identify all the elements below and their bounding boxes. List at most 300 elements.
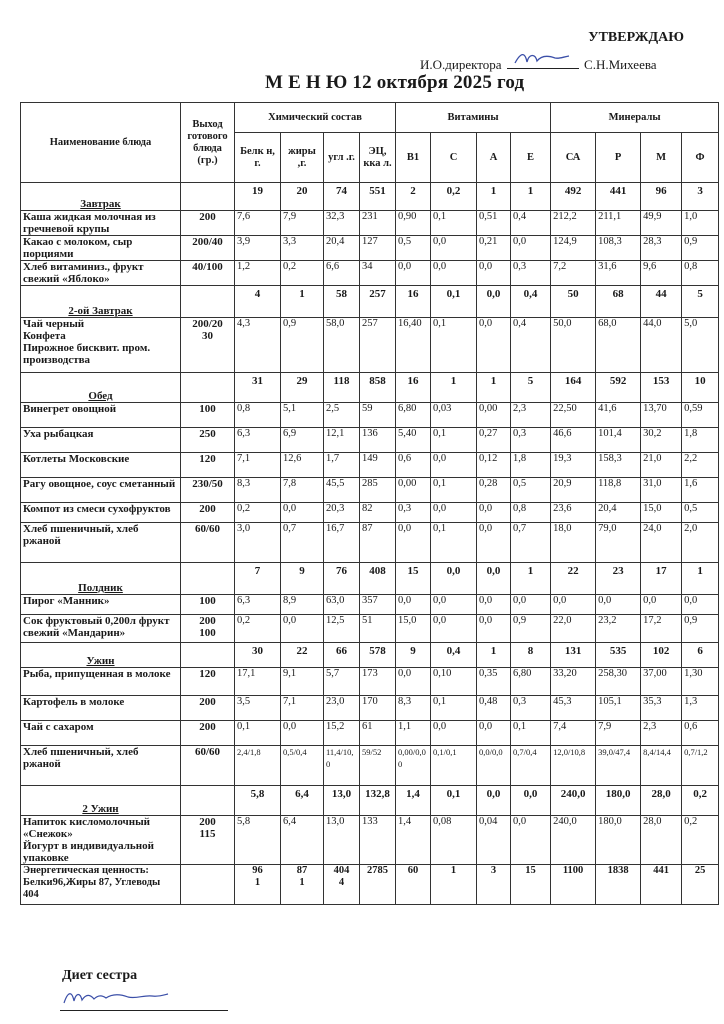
nutrient-value: 51 xyxy=(360,615,396,643)
nutrient-value: 5,8 xyxy=(235,786,281,816)
nutrient-value: 2,5 xyxy=(324,403,360,428)
nutrient-value: 0,9 xyxy=(682,615,719,643)
dietitian-label: Диет сестра xyxy=(62,968,138,983)
nutrient-value: 124,9 xyxy=(551,236,596,261)
col-min-header: Минералы xyxy=(551,103,719,133)
nutrient-value: 0,0/0,0 xyxy=(477,746,511,786)
nutrient-value: 0,9 xyxy=(281,318,324,373)
nutrient-value: 13,0 xyxy=(324,816,360,865)
nutrient-value: 1,8 xyxy=(511,453,551,478)
nutrient-value: 0,0 xyxy=(431,615,477,643)
section-row xyxy=(21,643,719,668)
nutrient-value: 1 xyxy=(281,286,324,318)
dish-row xyxy=(21,746,719,786)
nutrient-value: 0,5 xyxy=(396,236,431,261)
nutrient-value: 1 xyxy=(431,865,477,905)
nutrient-value: 0,21 xyxy=(477,236,511,261)
nutrient-value: 3 xyxy=(477,865,511,905)
nutrient-value: 32,3 xyxy=(324,211,360,236)
nutrient-value: 441 xyxy=(641,865,682,905)
nutrient-value: 5,1 xyxy=(281,403,324,428)
nutrient-value: 0,5 xyxy=(511,478,551,503)
nutrient-value: 87 xyxy=(360,523,396,563)
nutrient-value: 63,0 xyxy=(324,595,360,615)
nutrient-value: 30,2 xyxy=(641,428,682,453)
nutrient-value: 441 xyxy=(596,183,641,211)
page-title: М Е Н Ю 12 октября 2025 год xyxy=(265,72,525,93)
nutrient-value: 132,8 xyxy=(360,786,396,816)
nutrient-value: 45,3 xyxy=(551,696,596,721)
nutrient-value: 16,7 xyxy=(324,523,360,563)
nutrient-value: 0,10 xyxy=(431,668,477,696)
nutrient-value: 31,0 xyxy=(641,478,682,503)
dish-name: Напиток кисломолочный «Снежок» Йогурт в индивидуальной упаковке xyxy=(21,816,181,865)
nutrient-value: 3,3 xyxy=(281,236,324,261)
nutrient-value: 79,0 xyxy=(596,523,641,563)
nutrient-value: 1,6 xyxy=(682,478,719,503)
col-vit-header: Витамины xyxy=(396,103,551,133)
nutrient-value: 82 xyxy=(360,503,396,523)
nutrient-value: 6,4 xyxy=(281,786,324,816)
nutrient-value: 50,0 xyxy=(551,318,596,373)
nutrient-value: 0,0 xyxy=(477,261,511,286)
nutrient-value: 6,6 xyxy=(324,261,360,286)
nutrient-value: 9,1 xyxy=(281,668,324,696)
dish-yield: 200 xyxy=(181,211,235,236)
nutrient-value: 7 xyxy=(235,563,281,595)
nutrient-value: 0,9 xyxy=(511,615,551,643)
dish-row xyxy=(21,478,719,503)
nutrient-value: 170 xyxy=(360,696,396,721)
nutrient-value: 1 xyxy=(477,183,511,211)
nutrient-value: 1,3 xyxy=(682,696,719,721)
nutrient-value: 16 xyxy=(396,373,431,403)
nutrient-value: 6,3 xyxy=(235,595,281,615)
sub-header: В1 xyxy=(396,133,431,183)
nutrient-value: 404 4 xyxy=(324,865,360,905)
dish-yield xyxy=(181,786,235,816)
nutrient-value: 0,08 xyxy=(431,816,477,865)
nutrient-value: 35,3 xyxy=(641,696,682,721)
nutrient-value: 96 xyxy=(641,183,682,211)
nutrient-value: 61 xyxy=(360,721,396,746)
dish-yield: 250 xyxy=(181,428,235,453)
nutrient-value: 0,7/0,4 xyxy=(511,746,551,786)
nutrient-value: 13,70 xyxy=(641,403,682,428)
nutrient-value: 20,9 xyxy=(551,478,596,503)
nutrient-value: 0,3 xyxy=(511,428,551,453)
dish-yield: 200 xyxy=(181,696,235,721)
nutrient-value: 18,0 xyxy=(551,523,596,563)
nutrient-value: 0,4 xyxy=(431,643,477,668)
nutrient-value: 31 xyxy=(235,373,281,403)
nutrient-value: 33,20 xyxy=(551,668,596,696)
nutrient-value: 0,0 xyxy=(477,318,511,373)
nutrient-value: 0,2 xyxy=(431,183,477,211)
director-name: С.Н.Михеева xyxy=(584,57,657,72)
nutrient-value: 1,4 xyxy=(396,816,431,865)
nutrient-value: 1 xyxy=(431,373,477,403)
nutrient-value: 149 xyxy=(360,453,396,478)
menu-table xyxy=(20,102,719,905)
nutrient-value: 2,3 xyxy=(641,721,682,746)
nutrient-value: 118,8 xyxy=(596,478,641,503)
nutrient-value: 23,0 xyxy=(324,696,360,721)
nutrient-value: 6 xyxy=(682,643,719,668)
dish-yield: 60/60 xyxy=(181,523,235,563)
dish-row xyxy=(21,696,719,721)
sub-header: С xyxy=(431,133,477,183)
nutrient-value: 19 xyxy=(235,183,281,211)
sub-header: Ф xyxy=(682,133,719,183)
nutrient-value: 96 1 xyxy=(235,865,281,905)
nutrient-value: 0,8 xyxy=(682,261,719,286)
nutrient-value: 0,59 xyxy=(682,403,719,428)
nutrient-value: 240,0 xyxy=(551,786,596,816)
nutrient-value: 11,4/10,0 xyxy=(324,746,360,786)
nutrient-value: 0,7/1,2 xyxy=(682,746,719,786)
nutrient-value: 0,1 xyxy=(431,286,477,318)
nutrient-value: 15 xyxy=(396,563,431,595)
nutrient-value: 0,51 xyxy=(477,211,511,236)
nutrient-value: 2,4/1,8 xyxy=(235,746,281,786)
meal-name: 2 Ужин xyxy=(21,786,181,816)
nutrient-value: 8,3 xyxy=(235,478,281,503)
dish-row xyxy=(21,211,719,236)
nutrient-value: 0,5 xyxy=(682,503,719,523)
nutrient-value: 0,0 xyxy=(511,816,551,865)
nutrient-value: 7,8 xyxy=(281,478,324,503)
nutrient-value: 0,0 xyxy=(477,503,511,523)
nutrient-value: 1 xyxy=(511,563,551,595)
nutrient-value: 16 xyxy=(396,286,431,318)
nutrient-value: 8,9 xyxy=(281,595,324,615)
nutrient-value: 59 xyxy=(360,403,396,428)
dish-name: Сок фруктовый 0,200л фрукт свежий «Мандарин» xyxy=(21,615,181,643)
director-line xyxy=(420,56,657,73)
nutrient-value: 0,0 xyxy=(596,595,641,615)
nutrient-value: 0,0 xyxy=(511,595,551,615)
nutrient-value: 0,0 xyxy=(431,261,477,286)
nutrient-value: 5,0 xyxy=(682,318,719,373)
dish-yield: 60/60 xyxy=(181,746,235,786)
nutrient-value: 0,0 xyxy=(431,563,477,595)
dish-name: Хлеб пшеничный, хлеб ржаной xyxy=(21,523,181,563)
nutrient-value: 118 xyxy=(324,373,360,403)
nutrient-value: 180,0 xyxy=(596,816,641,865)
nutrient-value: 0,0 xyxy=(477,523,511,563)
nutrient-value: 8 xyxy=(511,643,551,668)
nutrient-value: 15,2 xyxy=(324,721,360,746)
nutrient-value: 108,3 xyxy=(596,236,641,261)
nutrient-value: 58,0 xyxy=(324,318,360,373)
nutrient-value: 15 xyxy=(511,865,551,905)
nutrient-value: 58 xyxy=(324,286,360,318)
nutrient-value: 0,0 xyxy=(477,786,511,816)
nutrient-value: 0,0 xyxy=(551,595,596,615)
nutrient-value: 1,0 xyxy=(682,211,719,236)
nutrient-value: 4,3 xyxy=(235,318,281,373)
nutrient-value: 0,0 xyxy=(396,595,431,615)
nutrient-value: 59/52 xyxy=(360,746,396,786)
nutrient-value: 0,00/0,00 xyxy=(396,746,431,786)
dish-yield xyxy=(181,286,235,318)
sub-header: М xyxy=(641,133,682,183)
nutrient-value: 240,0 xyxy=(551,816,596,865)
sub-header: угл .г. xyxy=(324,133,360,183)
nutrient-value: 9 xyxy=(396,643,431,668)
nutrient-value: 15,0 xyxy=(641,503,682,523)
nutrient-value: 1100 xyxy=(551,865,596,905)
nutrient-value: 1,7 xyxy=(324,453,360,478)
nutrient-value: 23 xyxy=(596,563,641,595)
nutrient-value: 0,0 xyxy=(431,595,477,615)
nutrient-value: 41,6 xyxy=(596,403,641,428)
nutrient-value: 17 xyxy=(641,563,682,595)
nutrient-value: 76 xyxy=(324,563,360,595)
nutrient-value: 0,0 xyxy=(431,503,477,523)
nutrient-value: 578 xyxy=(360,643,396,668)
nutrient-value: 0,3 xyxy=(396,503,431,523)
nutrient-value: 102 xyxy=(641,643,682,668)
nutrient-value: 9,6 xyxy=(641,261,682,286)
nutrient-value: 21,0 xyxy=(641,453,682,478)
meal-name: Обед xyxy=(21,373,181,403)
nutrient-value: 12,1 xyxy=(324,428,360,453)
sub-header: Белк н, г. xyxy=(235,133,281,183)
nutrient-value: 23,6 xyxy=(551,503,596,523)
dish-yield xyxy=(181,183,235,211)
dish-row xyxy=(21,503,719,523)
dietitian-signature xyxy=(60,985,228,1011)
nutrient-value: 28,0 xyxy=(641,816,682,865)
dish-row xyxy=(21,668,719,696)
nutrient-value: 257 xyxy=(360,318,396,373)
nutrient-value: 357 xyxy=(360,595,396,615)
nutrient-value: 22,0 xyxy=(551,615,596,643)
nutrient-value: 0,28 xyxy=(477,478,511,503)
nutrient-value: 592 xyxy=(596,373,641,403)
nutrient-value: 1,30 xyxy=(682,668,719,696)
nutrient-value: 0,2 xyxy=(682,786,719,816)
nutrient-value: 22 xyxy=(551,563,596,595)
dish-yield: 200 115 xyxy=(181,816,235,865)
nutrient-value: 29 xyxy=(281,373,324,403)
nutrient-value: 17,2 xyxy=(641,615,682,643)
nutrient-value: 0,0 xyxy=(396,668,431,696)
nutrient-value: 535 xyxy=(596,643,641,668)
nutrient-value: 3,5 xyxy=(235,696,281,721)
nutrient-value: 0,4 xyxy=(511,211,551,236)
dish-yield: 120 xyxy=(181,453,235,478)
dish-yield xyxy=(181,865,235,905)
dish-name: Хлеб витаминиз., фрукт свежий «Яблоко» xyxy=(21,261,181,286)
nutrient-value: 164 xyxy=(551,373,596,403)
nutrient-value: 2,0 xyxy=(682,523,719,563)
nutrient-value: 66 xyxy=(324,643,360,668)
nutrient-value: 37,00 xyxy=(641,668,682,696)
nutrient-value: 3,9 xyxy=(235,236,281,261)
nutrient-value: 68,0 xyxy=(596,318,641,373)
nutrient-value: 258,30 xyxy=(596,668,641,696)
nutrient-value: 34 xyxy=(360,261,396,286)
nutrient-value: 20,3 xyxy=(324,503,360,523)
dish-name: Картофель в молоке xyxy=(21,696,181,721)
nutrient-value: 13,0 xyxy=(324,786,360,816)
nutrient-value: 12,0/10,8 xyxy=(551,746,596,786)
nutrient-value: 0,0 xyxy=(396,523,431,563)
nutrient-value: 0,0 xyxy=(431,721,477,746)
nutrient-value: 31,6 xyxy=(596,261,641,286)
nutrient-value: 16,40 xyxy=(396,318,431,373)
nutrient-value: 1,1 xyxy=(396,721,431,746)
nutrient-value: 0,3 xyxy=(511,261,551,286)
nutrient-value: 211,1 xyxy=(596,211,641,236)
nutrient-value: 7,4 xyxy=(551,721,596,746)
nutrient-value: 0,1 xyxy=(511,721,551,746)
nutrient-value: 12,6 xyxy=(281,453,324,478)
nutrient-value: 0,0 xyxy=(281,503,324,523)
nutrient-value: 22,50 xyxy=(551,403,596,428)
nutrient-value: 0,00 xyxy=(477,403,511,428)
nutrient-value: 492 xyxy=(551,183,596,211)
nutrient-value: 8,4/14,4 xyxy=(641,746,682,786)
nutrient-value: 2,2 xyxy=(682,453,719,478)
dish-yield xyxy=(181,373,235,403)
director-label: И.О.директора xyxy=(420,57,502,72)
dish-yield: 100 xyxy=(181,403,235,428)
nutrient-value: 74 xyxy=(324,183,360,211)
nutrient-value: 23,2 xyxy=(596,615,641,643)
nutrient-value: 0,1 xyxy=(431,523,477,563)
nutrient-value: 158,3 xyxy=(596,453,641,478)
nutrient-value: 0,0 xyxy=(511,236,551,261)
nutrient-value: 8,3 xyxy=(396,696,431,721)
nutrient-value: 0,0 xyxy=(477,563,511,595)
nutrient-value: 19,3 xyxy=(551,453,596,478)
meal-name: 2-ой Завтрак xyxy=(21,286,181,318)
dish-name: Уха рыбацкая xyxy=(21,428,181,453)
nutrient-value: 173 xyxy=(360,668,396,696)
section-row xyxy=(21,563,719,595)
nutrient-value: 0,8 xyxy=(511,503,551,523)
col-name-header: Наименование блюда xyxy=(21,103,181,183)
section-row xyxy=(21,286,719,318)
nutrient-value: 0,0 xyxy=(431,236,477,261)
nutrient-value: 3 xyxy=(682,183,719,211)
sub-header: жиры ,г. xyxy=(281,133,324,183)
nutrient-value: 20,4 xyxy=(324,236,360,261)
nutrient-value: 0,0 xyxy=(477,286,511,318)
col-yield-header: Выход готового блюда (гр.) xyxy=(181,103,235,183)
sub-header: СА xyxy=(551,133,596,183)
nutrient-value: 28,0 xyxy=(641,786,682,816)
dish-name: Рагу овощное, соус сметанный xyxy=(21,478,181,503)
nutrient-value: 0,5/0,4 xyxy=(281,746,324,786)
nutrient-value: 858 xyxy=(360,373,396,403)
dish-yield xyxy=(181,643,235,668)
meal-name: Ужин xyxy=(21,643,181,668)
meal-name: Завтрак xyxy=(21,183,181,211)
dish-yield: 120 xyxy=(181,668,235,696)
nutrient-value: 133 xyxy=(360,816,396,865)
nutrient-value: 3,0 xyxy=(235,523,281,563)
nutrient-value: 24,0 xyxy=(641,523,682,563)
nutrient-value: 6,9 xyxy=(281,428,324,453)
nutrient-value: 1,2 xyxy=(235,261,281,286)
nutrient-value: 20 xyxy=(281,183,324,211)
nutrient-value: 30 xyxy=(235,643,281,668)
signature-icon xyxy=(60,985,170,1009)
nutrient-value: 49,9 xyxy=(641,211,682,236)
nutrient-value: 10 xyxy=(682,373,719,403)
nutrient-value: 0,0 xyxy=(477,721,511,746)
nutrient-value: 0,0 xyxy=(396,261,431,286)
dish-name: Какао с молоком, сыр порциями xyxy=(21,236,181,261)
nutrient-value: 9 xyxy=(281,563,324,595)
nutrient-value: 7,2 xyxy=(551,261,596,286)
nutrient-value: 7,1 xyxy=(281,696,324,721)
nutrient-value: 50 xyxy=(551,286,596,318)
dish-row xyxy=(21,318,719,373)
dish-row xyxy=(21,721,719,746)
nutrient-value: 0,7 xyxy=(511,523,551,563)
nutrient-value: 6,80 xyxy=(396,403,431,428)
nutrient-value: 1 xyxy=(477,373,511,403)
dish-name: Винегрет овощной xyxy=(21,403,181,428)
dish-yield: 200/40 xyxy=(181,236,235,261)
meal-name: Полдник xyxy=(21,563,181,595)
dish-name: Энергетическая ценность: Белки96,Жиры 87, Углеводы 404 xyxy=(21,865,181,905)
nutrient-value: 0,0 xyxy=(431,453,477,478)
nutrient-value: 44 xyxy=(641,286,682,318)
dish-name: Чай черный Конфета Пирожное бисквит. пром. производства xyxy=(21,318,181,373)
sub-header: Е xyxy=(511,133,551,183)
dish-name: Чай с сахаром xyxy=(21,721,181,746)
nutrient-value: 1,4 xyxy=(396,786,431,816)
nutrient-value: 5,40 xyxy=(396,428,431,453)
nutrient-value: 2785 xyxy=(360,865,396,905)
dish-yield: 230/50 xyxy=(181,478,235,503)
nutrient-value: 0,1 xyxy=(431,318,477,373)
nutrient-value: 7,1 xyxy=(235,453,281,478)
nutrient-value: 0,1 xyxy=(235,721,281,746)
nutrient-value: 0,2 xyxy=(235,503,281,523)
dish-yield: 200/20 30 xyxy=(181,318,235,373)
nutrient-value: 0,48 xyxy=(477,696,511,721)
nutrient-value: 0,0 xyxy=(281,615,324,643)
dish-name: Рыба, припущенная в молоке xyxy=(21,668,181,696)
nutrient-value: 0,2 xyxy=(281,261,324,286)
nutrient-value: 0,7 xyxy=(281,523,324,563)
nutrient-value: 25 xyxy=(682,865,719,905)
dish-row xyxy=(21,816,719,865)
sub-header: А xyxy=(477,133,511,183)
dish-row xyxy=(21,523,719,563)
nutrient-value: 0,4 xyxy=(511,318,551,373)
nutrient-value: 0,27 xyxy=(477,428,511,453)
nutrient-value: 20,4 xyxy=(596,503,641,523)
nutrient-value: 7,9 xyxy=(596,721,641,746)
nutrient-value: 136 xyxy=(360,428,396,453)
nutrient-value: 87 1 xyxy=(281,865,324,905)
nutrient-value: 212,2 xyxy=(551,211,596,236)
dish-yield: 100 xyxy=(181,595,235,615)
nutrient-value: 46,6 xyxy=(551,428,596,453)
nutrient-value: 0,8 xyxy=(235,403,281,428)
dish-row xyxy=(21,403,719,428)
nutrient-value: 22 xyxy=(281,643,324,668)
